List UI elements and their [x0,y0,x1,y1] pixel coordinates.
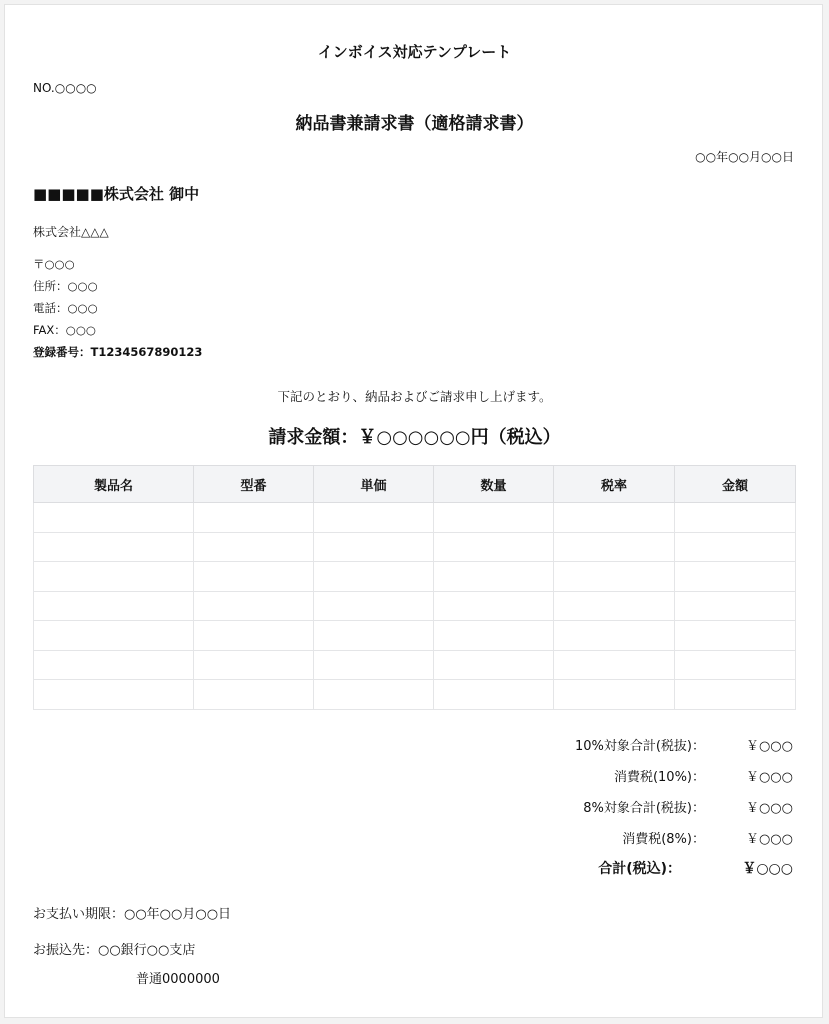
column-header-tax-rate: 税率 [554,466,675,503]
table-cell [194,591,314,621]
table-cell [675,562,796,592]
billing-amount: 請求金額：￥○○○○○○円（税込） [268,427,561,448]
sender-postal: 〒○○○ [33,257,75,271]
table-cell [554,680,675,710]
table-cell [314,532,434,562]
table-cell [194,650,314,680]
template-title: インボイス対応テンプレート [317,43,512,61]
table-cell [434,503,554,533]
table-cell [434,562,554,592]
table-cell [194,680,314,710]
table-cell [194,562,314,592]
column-header-model: 型番 [194,466,314,503]
table-cell [194,503,314,533]
table-row [34,591,796,621]
summary-label-8-subtotal: 8%対象合計(税抜)： [583,801,705,816]
summary-label-10-tax: 消費税(10%)： [613,770,705,785]
table-row [34,532,796,562]
table-cell [34,650,194,680]
table-cell [34,680,194,710]
table-row [34,680,796,710]
table-cell [554,621,675,651]
table-cell [34,503,194,533]
column-header-product: 製品名 [34,466,194,503]
table-row [34,503,796,533]
sender-address: 住所：○○○ [33,279,98,293]
column-header-quantity: 数量 [434,466,554,503]
table-cell [34,562,194,592]
sender-company: 株式会社△△△ [33,225,109,239]
summary-value-10-subtotal: ￥○○○ [745,739,793,754]
document-title: 納品書兼請求書（適格請求書） [295,114,534,134]
summary-value-total: ￥○○○ [742,861,793,877]
table-cell [434,532,554,562]
summary-value-10-tax: ￥○○○ [745,770,793,785]
table-cell [434,650,554,680]
table-cell [675,532,796,562]
table-header-row [34,466,796,503]
bank-account-info: お振込先：○○銀行○○支店 [33,943,196,958]
table-cell [554,591,675,621]
summary-label-total: 合計(税込)： [598,861,681,877]
table-cell [675,650,796,680]
table-cell [554,650,675,680]
invoice-page [4,4,823,1018]
recipient-name: ■■■■■株式会社 御中 [33,185,200,203]
table-cell [34,621,194,651]
sender-registration-number: 登録番号：T1234567890123 [33,345,203,359]
document-number: NO.○○○○ [33,81,97,95]
table-cell [194,621,314,651]
sender-fax: FAX：○○○ [33,323,96,337]
table-cell [34,591,194,621]
table-cell [675,591,796,621]
table-cell [554,503,675,533]
table-cell [554,562,675,592]
table-row [34,621,796,651]
table-cell [675,621,796,651]
column-header-amount: 金額 [675,466,796,503]
table-cell [34,532,194,562]
table-cell [194,532,314,562]
bank-account-number: 普通0000000 [136,972,220,987]
summary-label-8-tax: 消費税(8%)： [622,832,705,847]
table-cell [675,680,796,710]
payment-deadline: お支払い期限：○○年○○月○○日 [33,907,232,922]
summary-label-10-subtotal: 10%対象合計(税抜)： [574,739,705,754]
items-table [33,465,796,710]
table-row [34,650,796,680]
summary-value-8-subtotal: ￥○○○ [745,801,793,816]
intro-text: 下記のとおり、納品およびご請求申し上げます。 [277,389,552,404]
table-cell [314,650,434,680]
table-cell [434,680,554,710]
table-cell [314,591,434,621]
column-header-unit-price: 単価 [314,466,434,503]
sender-phone: 電話：○○○ [33,301,98,315]
table-cell [314,503,434,533]
table-cell [554,532,675,562]
table-cell [314,621,434,651]
table-cell [675,503,796,533]
summary-value-8-tax: ￥○○○ [745,832,793,847]
issue-date: ○○年○○月○○日 [695,150,794,164]
table-row [34,562,796,592]
table-cell [314,562,434,592]
table-cell [434,621,554,651]
table-cell [434,591,554,621]
table-cell [314,680,434,710]
items-table-body [34,503,796,710]
